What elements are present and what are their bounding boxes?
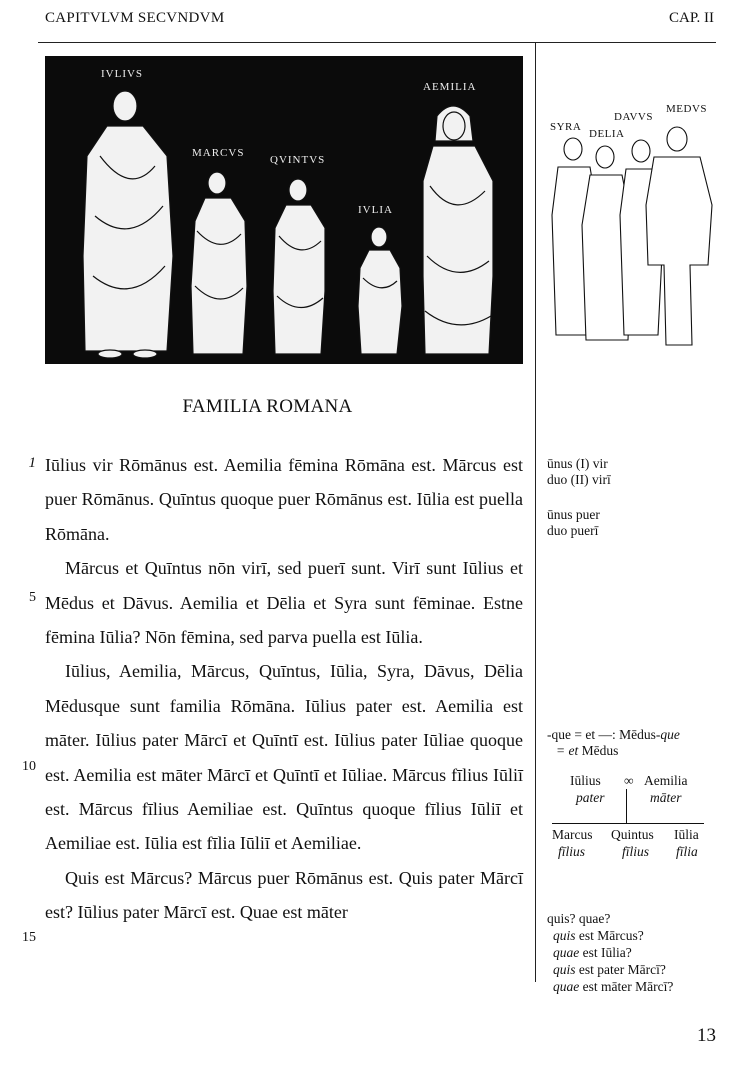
q1-italic: quis	[553, 928, 576, 943]
tree-marriage: ∞	[624, 773, 634, 788]
que-text: -que = et —: Mēdus-	[547, 727, 661, 742]
tree-iulia: Iūlia	[674, 827, 699, 842]
tree-marcus: Marcus	[552, 827, 593, 842]
tree-filius-1-text: fīlius	[558, 844, 586, 859]
q2-text: est Iūlia?	[579, 945, 632, 960]
chapter-header: CAPITVLVM SECVNDVM	[45, 10, 225, 26]
page-number: 13	[697, 1025, 716, 1046]
q4-text: est māter Mārcī?	[579, 979, 674, 994]
margin-divider	[535, 42, 536, 982]
margin-note-unus-vir: ūnus (I) vir	[547, 456, 608, 471]
tree-filia-text: fīlia	[676, 844, 698, 859]
label-quintus: QVINTVS	[270, 154, 326, 166]
label-iulius: IVLIVS	[101, 68, 144, 80]
page-title: FAMILIA ROMANA	[182, 396, 353, 417]
label-delia: DELIA	[589, 128, 625, 140]
label-aemilia: AEMILIA	[423, 81, 477, 93]
label-iulia: IVLIA	[358, 204, 393, 216]
line-number: 15	[22, 930, 36, 945]
figure-iulius	[83, 91, 173, 358]
paragraph: Iūlius, Aemilia, Mārcus, Quīntus, Iūlia, Syra, Dāvus, Dēlia Mēdusque sunt familia Rōmāna. Iūlius pater est. Aemilia est māter. Iūlius pater Mārcī et Quīntī est. Iūlius pater Iūliae quoque est. Aemilia est māter Mārcī et Quīntī et Iūliae. Mārcus fīlius Iūliī est. Mārcus fīlius Aemiliae est. Quīntus quoque fīlius Iūliī et Aemiliae est. Iūlia est fīlia Iūliī et Aemiliae.	[45, 661, 523, 854]
margin-note-quis-quae: quis? quae?	[547, 911, 611, 926]
q2-italic: quae	[553, 945, 580, 960]
label-syra: SYRA	[550, 121, 582, 133]
slaves-drawing	[540, 95, 720, 360]
tree-iulius: Iūlius	[570, 773, 601, 788]
tree-horizontal-line	[552, 823, 704, 824]
family-drawing	[45, 56, 523, 364]
figure-quintus	[273, 179, 325, 354]
label-medus: MEDVS	[666, 103, 708, 115]
chapter-number: CAP. II	[668, 10, 714, 26]
tree-filius-2-text: fīlius	[622, 844, 650, 859]
tree-filia	[676, 844, 698, 860]
margin-note-unus-puer: ūnus puer	[547, 507, 600, 522]
tree-mater-text: māter	[650, 790, 682, 805]
margin-note-q1	[553, 928, 644, 944]
tree-aemilia: Aemilia	[644, 773, 688, 788]
margin-note-q3	[553, 962, 666, 978]
q3-italic: quis	[553, 962, 576, 977]
margin-note-q4	[553, 979, 673, 995]
paragraph: Mārcus et Quīntus nōn virī, sed puerī sunt. Virī sunt Iūlius et Mēdus et Dāvus. Aemilia et Dēlia et Syra sunt fēminae. Estne fēmina Iūlia? Nōn fēmina, sed parva puella est Iūlia.	[45, 558, 523, 648]
margin-note-que-2	[556, 743, 618, 759]
tree-pater	[576, 790, 605, 806]
header-rule	[38, 42, 716, 43]
paragraph: Quis est Mārcus? Mārcus puer Rōmānus est. Quis pater Mārcī est? Iūlius pater Mārcī est. Quae est māter	[45, 867, 523, 923]
q3-text: est pater Mārcī?	[575, 962, 666, 977]
margin-note-duo-pueri: duo puerī	[547, 523, 599, 538]
q4-italic: quae	[553, 979, 580, 994]
medus-text: Mēdus	[578, 743, 619, 758]
margin-note-que	[547, 727, 680, 743]
tree-mater	[650, 790, 682, 806]
line-number: 5	[29, 590, 36, 605]
label-marcus: MARCVS	[192, 147, 245, 159]
label-davus: DAVVS	[614, 111, 653, 123]
tree-vertical-line	[626, 789, 627, 823]
margin-note-duo-viri: duo (II) virī	[547, 472, 611, 487]
que-italic: que	[660, 727, 680, 742]
line-number: 1	[28, 455, 36, 471]
et-italic: = et	[556, 743, 579, 758]
tree-quintus: Quintus	[611, 827, 654, 842]
slaves-illustration	[540, 95, 720, 360]
tree-filius-2	[622, 844, 649, 860]
paragraph: Iūlius vir Rōmānus est. Aemilia fēmina Rōmāna est. Mārcus est puer Rōmānus. Quīntus quoque puer Rōmānus est. Iūlia est puella Rōmāna.	[45, 455, 523, 544]
figure-marcus	[191, 172, 247, 354]
q1-text: est Mārcus?	[575, 928, 644, 943]
margin-note-q2	[553, 945, 632, 961]
family-illustration	[45, 56, 523, 364]
tree-pater-text: pater	[576, 790, 605, 805]
line-number: 10	[22, 759, 36, 774]
figure-aemilia	[423, 106, 493, 354]
figure-iulia	[358, 227, 402, 354]
tree-filius-1	[558, 844, 585, 860]
main-text	[45, 448, 523, 930]
